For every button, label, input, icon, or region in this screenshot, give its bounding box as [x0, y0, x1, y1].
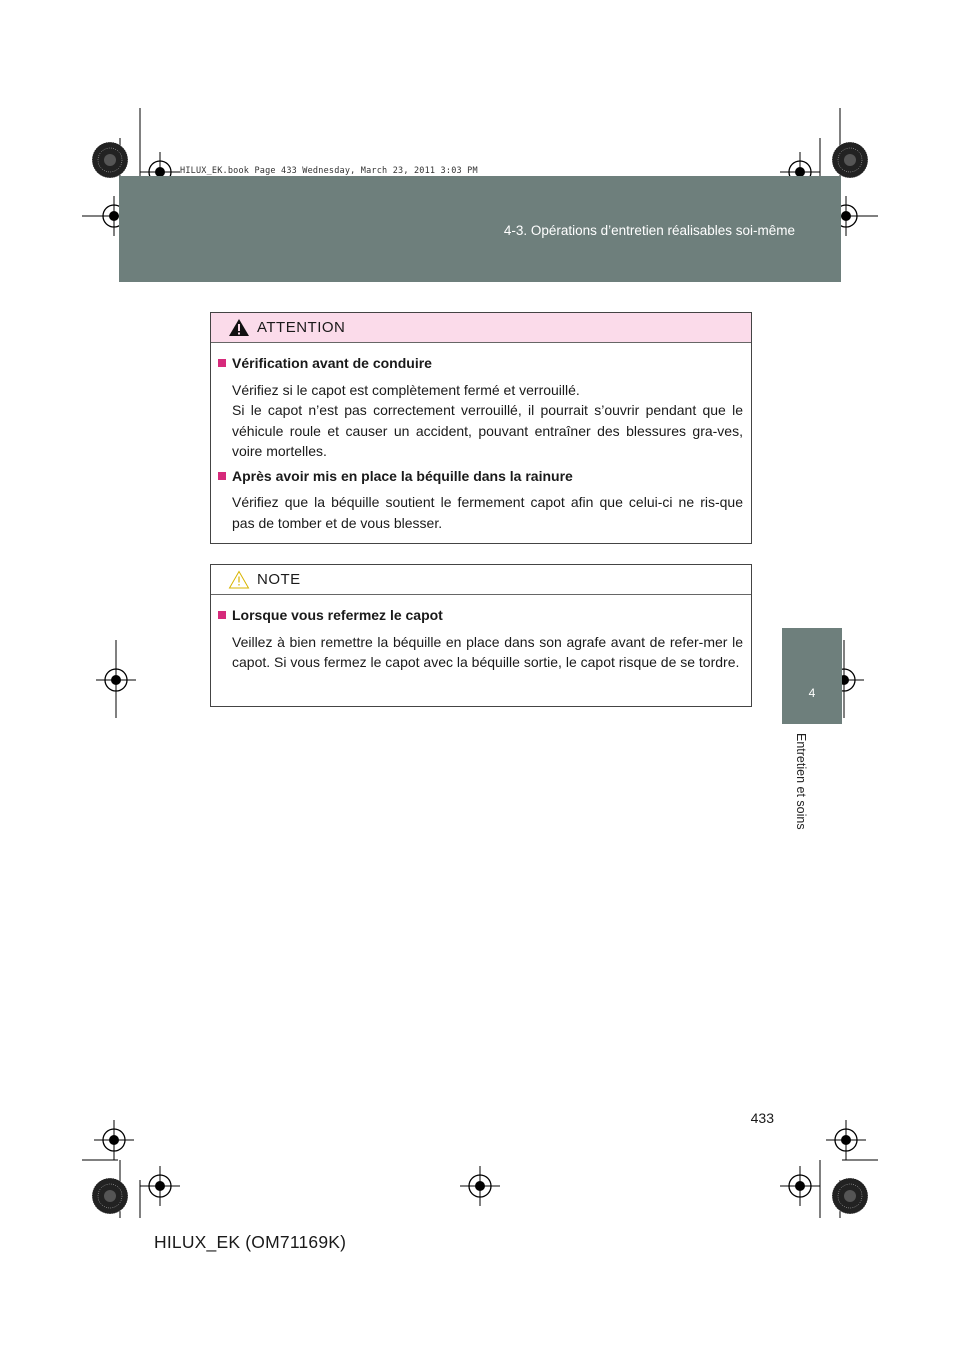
note-item — [218, 605, 743, 673]
item-text: Vérifiez si le capot est complètement fermé et verrouillé. — [232, 381, 580, 398]
note-header — [211, 565, 751, 595]
chapter-number: 4 — [808, 686, 816, 700]
caution-outline-icon — [228, 570, 250, 589]
item-title: Après avoir mis en place la béquille dans la rainure — [232, 467, 573, 484]
book-file-line: HILUX_EK.book Page 433 Wednesday, March 23, 2011 3:03 PM — [180, 166, 478, 176]
chapter-tab — [782, 628, 842, 724]
attention-label: ATTENTION — [257, 319, 346, 336]
page-number: 433 — [750, 1110, 774, 1126]
attention-item — [218, 353, 743, 462]
item-text: Si le capot n’est pas correctement verrouillé, il pourrait s’ouvrir pendant que le véhicule roule et causer un accident, pouvant entraîner des blessures gra-ves, voire mortelles. — [232, 402, 743, 459]
bullet-square-icon — [218, 611, 226, 619]
item-title: Vérification avant de conduire — [232, 355, 432, 371]
attention-item — [218, 466, 743, 534]
item-title: Lorsque vous refermez le capot — [232, 607, 443, 623]
attention-box — [210, 312, 752, 544]
item-text: Veillez à bien remettre la béquille en place dans son agrafe avant de refer-mer le capot. Si vous fermez le capot avec la béquille sortie, le capot risque de se tordre. — [232, 633, 743, 670]
note-label: NOTE — [257, 571, 301, 588]
bullet-square-icon — [218, 359, 226, 367]
item-text: Vérifiez que la béquille soutient le fermement capot afin que celui-ci ne ris-que pas de tomber et de vous blesser. — [232, 494, 743, 531]
footer-model: HILUX_EK (OM71169K) — [154, 1232, 347, 1252]
header-band — [119, 176, 841, 282]
note-box — [210, 564, 752, 707]
bullet-square-icon — [218, 472, 226, 480]
warning-icon — [228, 318, 250, 337]
chapter-label: Entretien et soins — [794, 733, 808, 830]
section-title: 4-3. Opérations d’entretien réalisables soi-même — [503, 223, 795, 238]
attention-header — [211, 313, 751, 343]
